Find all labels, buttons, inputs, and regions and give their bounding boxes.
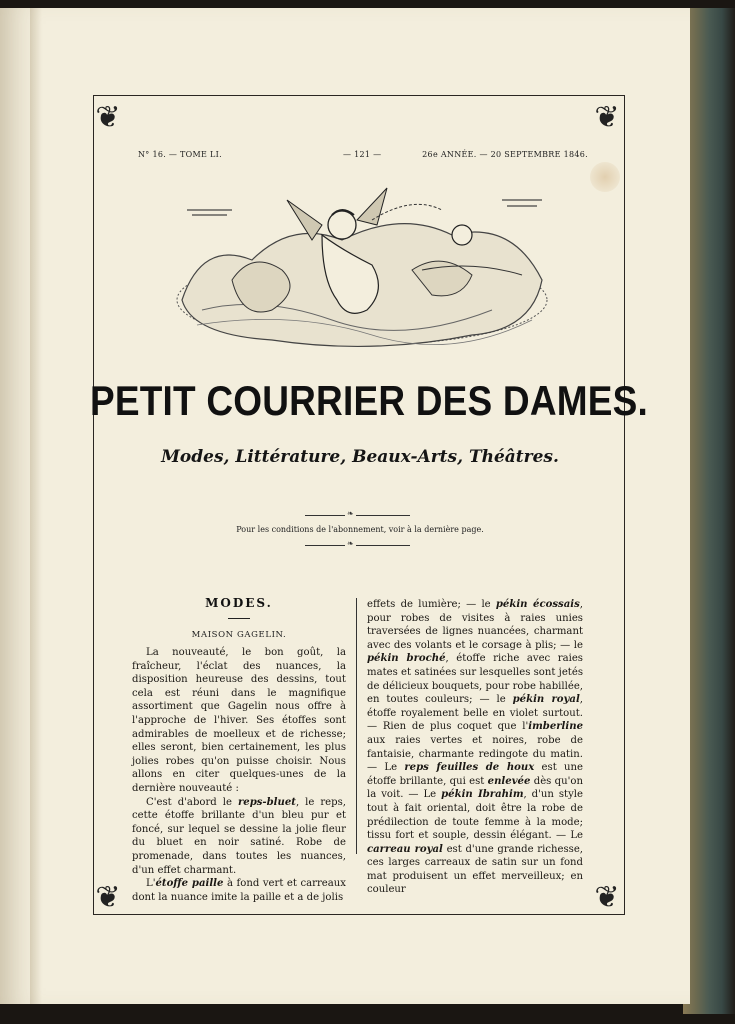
page-number: — 121 —: [343, 150, 382, 159]
issue-number: N° 16. — TOME LI.: [138, 150, 222, 159]
divider-rule: [305, 545, 410, 546]
right-column: [367, 598, 583, 897]
left-column: [132, 646, 346, 904]
corner-ornament-icon: ❦: [95, 880, 121, 915]
section-rule: [228, 618, 250, 619]
section-label: MODES.: [205, 596, 273, 610]
section-heading: MAISON GAGELIN.: [191, 630, 287, 640]
book-edge: [683, 8, 735, 1014]
corner-ornament-icon: ❦: [594, 100, 620, 135]
divider-rule: [305, 515, 410, 516]
corner-ornament-icon: ❦: [594, 880, 620, 915]
subscription-note: Pour les conditions de l'abonnement, voir à la dernière page.: [236, 525, 484, 534]
paragraph: effets de lumière; — le pékin écossais, pour robes de visites à raies unies traversées de lignes nuancées, charmant avec des volants et le corsage à plis; — le pékin broché, étoffe riche avec raies mates et satinées sur lesquelles sont jetés de délicieux bouquets, pour robe habillée, en toutes couleurs; — le pékin royal, étoffe royalement belle en violet surtout. — Rien de plus coquet que l'imberline aux raies vertes et noires, robe de fantaisie, charmante redingote du matin. — Le reps feuilles de houx est une étoffe brillante, qui est enlevée dès qu'on la voit. — Le pékin Ibrahim, d'un style tout à fait oriental, doit être la robe de prédilection de toute femme à la mode; tissu fort et souple, dessin élégant. — Le carreau royal est d'une grande richesse, ces larges carreaux de satin sur un fond mat produisent un effet merveilleux; en couleur: [367, 599, 584, 896]
cherub-vignette-icon: [172, 180, 552, 355]
paragraph: L'étoffe paille à fond vert et carreaux dont la nuance imite la paille et a de jolis: [132, 878, 346, 903]
issue-date: 26e ANNÉE. — 20 SEPTEMBRE 1846.: [422, 150, 588, 159]
masthead-title: PETIT COURRIER DES DAMES.: [90, 378, 648, 424]
corner-ornament-icon: ❦: [95, 100, 121, 135]
divider-ornament-icon: ❧: [347, 509, 354, 518]
paragraph: C'est d'abord le reps-bluet, le reps, cette étoffe brillante d'un bleu pur et foncé, sur lequel se dessine la jolie fleur du bluet en noir satiné. Robe de promenade, dans toutes les nuances, d'un effet charmant.: [132, 796, 346, 876]
paragraph: La nouveauté, le bon goût, la fraîcheur, l'éclat des nuances, la disposition heureuse des dessins, tout cela est réuni dans le magnifique assortiment que Gagelin nous offre à l'approche de l'hiver. Ses étoffes sont admirables de moelleux et de richesse; elles seront, bien certainement, les plus jolies robes qu'on puisse choisir. Nous allons en citer quelques-unes de la dernière nouveauté :: [132, 647, 346, 794]
masthead-subtitle: Modes, Littérature, Beaux-Arts, Théâtres.: [161, 447, 559, 467]
running-header: [138, 150, 588, 164]
column-divider: [356, 598, 357, 854]
divider-ornament-icon: ❧: [347, 539, 354, 548]
